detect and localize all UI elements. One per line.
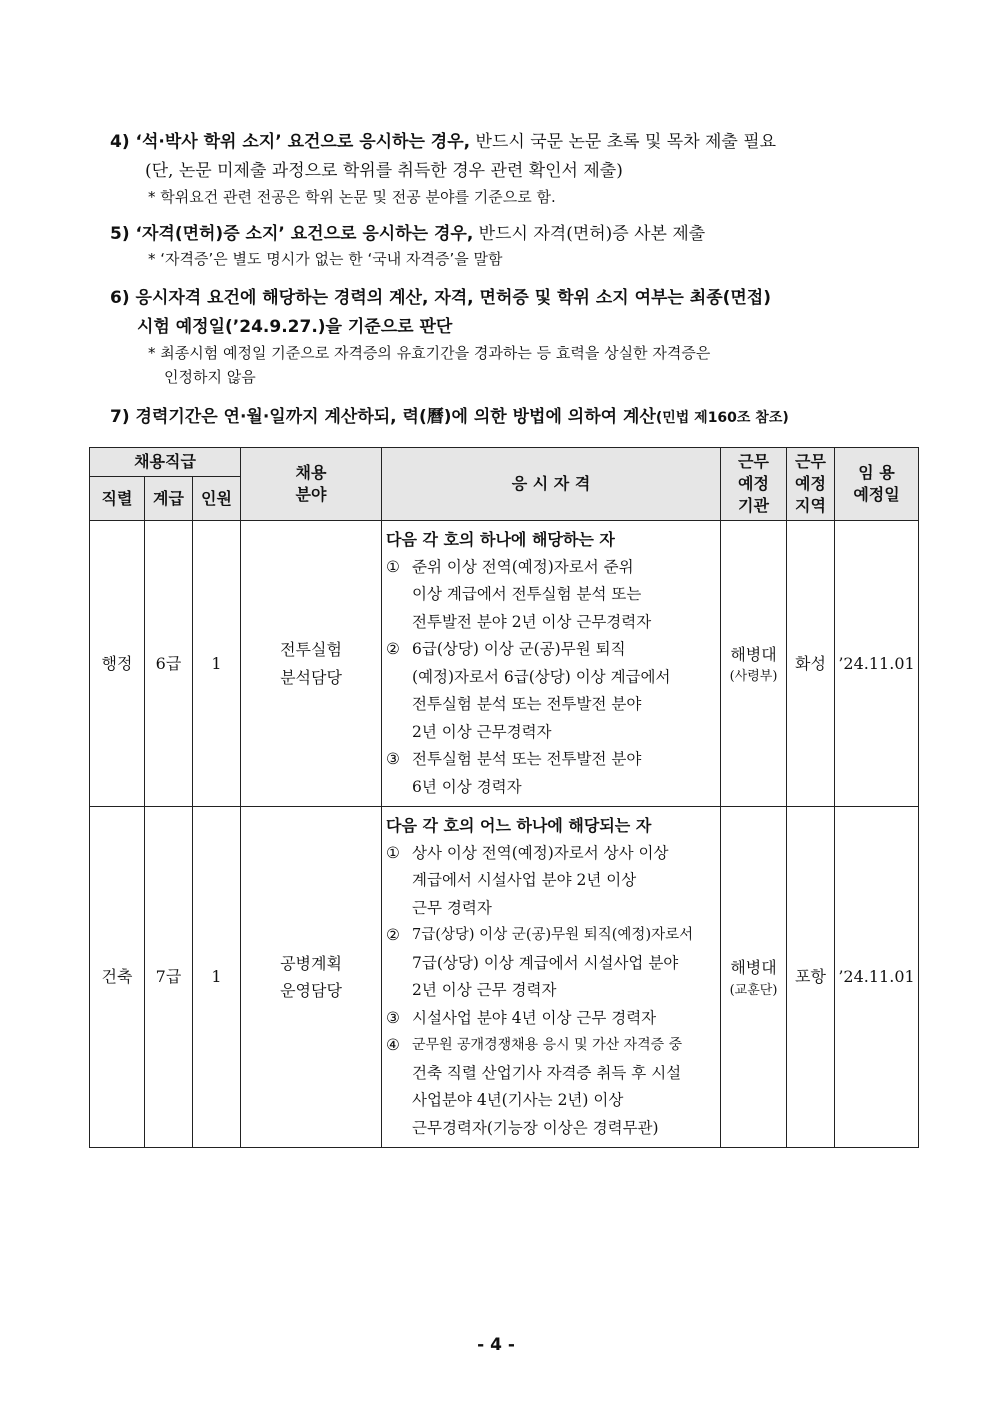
note-5-rest: 반드시 자격(면허)증 사본 제출 <box>473 224 706 244</box>
field-line1: 전투실험 <box>280 640 342 659</box>
note-7-small: (민법 제160조 참조) <box>655 410 789 426</box>
qual-line: 군무원 공개경쟁채용 응시 및 가산 자격증 중 <box>412 1037 683 1053</box>
qual-item <box>386 840 716 923</box>
cell-count: 1 <box>193 807 241 1148</box>
qual-num: ① <box>386 843 400 862</box>
qual-line: 사업분야 4년(기사는 2년) 이상 <box>412 1091 624 1109</box>
cell-field <box>241 521 382 807</box>
field-line2: 운영담당 <box>280 981 342 1000</box>
note-4-line1 <box>110 127 776 152</box>
cell-series: 건축 <box>90 807 145 1148</box>
org-sub: (교훈단) <box>729 982 778 998</box>
qual-line: 7급(상당) 이상 계급에서 시설사업 분야 <box>412 953 679 972</box>
qual-line: 상사 이상 전역(예정)자로서 상사 이상 <box>412 843 669 862</box>
qual-item <box>386 1005 716 1033</box>
header-date: 임 용 예정일 <box>835 448 919 521</box>
qual-item <box>386 1032 716 1142</box>
header-group: 채용직급 <box>90 448 241 477</box>
cell-grade: 7급 <box>145 807 193 1148</box>
header-series: 직렬 <box>90 477 145 521</box>
qual-line: 준위 이상 전역(예정)자로서 준위 <box>412 557 634 576</box>
org-sub: (사령부) <box>729 669 778 685</box>
header-count: 인원 <box>193 477 241 521</box>
cell-count: 1 <box>193 521 241 807</box>
qual-line: 2년 이상 근무경력자 <box>412 722 552 741</box>
note-5-star: * ‘자격증’은 별도 명시가 없는 한 ‘국내 자격증’을 말함 <box>148 250 503 268</box>
qual-line: 전투실험 분석 또는 전투발전 분야 <box>412 695 642 713</box>
page-number: - 4 - <box>477 1335 515 1355</box>
qual-line: 시설사업 분야 4년 이상 근무 경력자 <box>412 1008 657 1027</box>
qual-line: (예정)자로서 6급(상당) 이상 계급에서 <box>412 667 671 686</box>
cell-date: ’24.11.01 <box>835 521 919 807</box>
cell-region: 화성 <box>787 521 835 807</box>
qual-item <box>386 554 716 637</box>
qual-line: 전투발전 분야 2년 이상 근무경력자 <box>412 612 652 631</box>
note-4-rest: 반드시 국문 논문 초록 및 목차 제출 필요 <box>470 132 777 152</box>
note-4-bold: 4) ‘석·박사 학위 소지’ 요건으로 응시하는 경우, <box>110 132 471 152</box>
field-line1: 공병계획 <box>280 953 342 973</box>
cell-series: 행정 <box>90 521 145 807</box>
header-quals: 응 시 자 격 <box>382 448 721 521</box>
quals-head: 다음 각 호의 어느 하나에 해당되는 자 <box>386 816 652 835</box>
note-7-bold: 7) 경력기간은 연·월·일까지 계산하되, 력(曆)에 의한 방법에 의하여 계산 <box>110 407 656 427</box>
note-5-bold: 5) ‘자격(면허)증 소지’ 요건으로 응시하는 경우, <box>110 224 474 244</box>
org-name: 해병대 <box>730 958 777 978</box>
qual-item <box>386 746 716 801</box>
header-grade: 계급 <box>145 477 193 521</box>
note-4-star: * 학위요건 관련 전공은 학위 논문 및 전공 분야를 기준으로 함. <box>148 188 556 206</box>
cell-date: ’24.11.01 <box>835 807 919 1148</box>
cell-region: 포항 <box>787 807 835 1148</box>
note-6-line1: 6) 응시자격 요건에 해당하는 경력의 계산, 자격, 면허증 및 학위 소지 여부는 최종(면접) <box>110 288 771 308</box>
note-5-line1 <box>110 219 705 244</box>
cell-quals <box>382 521 721 807</box>
note-4-line2: (단, 논문 미제출 과정으로 학위를 취득한 경우 관련 확인서 제출) <box>145 161 623 181</box>
qual-item <box>386 922 716 1005</box>
qual-line: 2년 이상 근무 경력자 <box>412 981 557 999</box>
qual-num: ② <box>386 926 400 944</box>
cell-org <box>721 807 787 1148</box>
header-region: 근무 예정 지역 <box>787 448 835 521</box>
note-6-line2: 시험 예정일(’24.9.27.)을 기준으로 판단 <box>137 317 453 337</box>
qual-num: ④ <box>386 1036 400 1054</box>
note-7-line <box>110 402 789 427</box>
qual-num: ③ <box>386 750 400 768</box>
qual-line: 계급에서 시설사업 분야 2년 이상 <box>412 871 637 889</box>
qual-line: 7급(상당) 이상 군(공)무원 퇴직(예정)자로서 <box>412 927 694 943</box>
note-6-star1: * 최종시험 예정일 기준으로 자격증의 유효기간을 경과하는 등 효력을 상실한 자격증은 <box>148 344 711 362</box>
cell-grade: 6급 <box>145 521 193 807</box>
table-row <box>90 807 919 1148</box>
qual-line: 이상 계급에서 전투실험 분석 또는 <box>412 585 642 603</box>
quals-head: 다음 각 호의 하나에 해당하는 자 <box>386 530 615 549</box>
qual-line: 근무 경력자 <box>412 898 492 917</box>
qual-line: 6년 이상 경력자 <box>412 777 522 796</box>
org-name: 해병대 <box>730 644 777 664</box>
qual-num: ③ <box>386 1008 400 1027</box>
qual-item <box>386 636 716 746</box>
cell-field <box>241 807 382 1148</box>
qual-line: 전투실험 분석 또는 전투발전 분야 <box>412 750 642 768</box>
qual-line: 근무경력자(기능장 이상은 경력무관) <box>412 1118 659 1137</box>
header-org: 근무 예정 기관 <box>721 448 787 521</box>
cell-org <box>721 521 787 807</box>
qual-line: 6급(상당) 이상 군(공)무원 퇴직 <box>412 640 626 658</box>
qual-line: 건축 직렬 산업기사 자격증 취득 후 시설 <box>412 1063 682 1082</box>
qual-num: ② <box>386 640 400 658</box>
header-field: 채용 분야 <box>241 448 382 521</box>
qual-num: ① <box>386 557 400 576</box>
table-row <box>90 521 919 807</box>
note-6-star2: 인정하지 않음 <box>164 368 256 386</box>
cell-quals <box>382 807 721 1148</box>
recruitment-table <box>89 447 919 1148</box>
field-line2: 분석담당 <box>280 667 342 687</box>
